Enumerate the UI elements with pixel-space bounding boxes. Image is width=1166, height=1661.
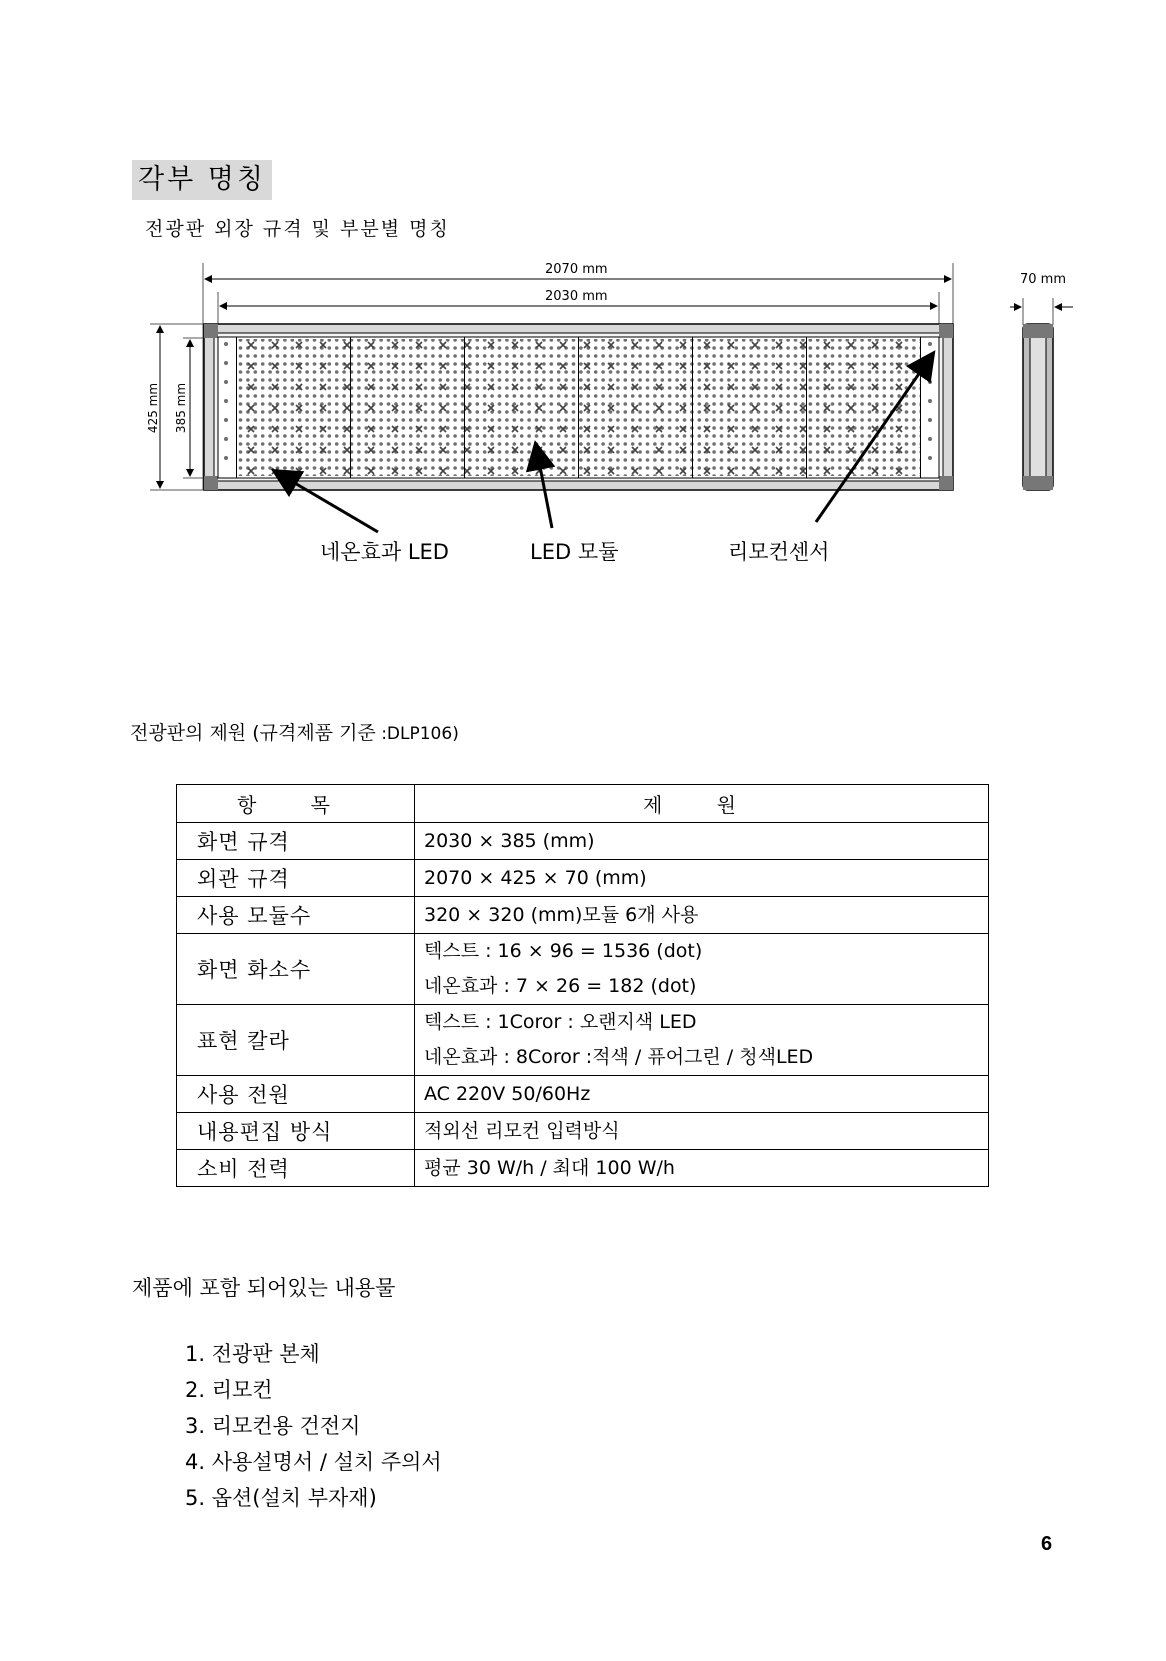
row-value (415, 934, 989, 1005)
table-row (177, 1150, 989, 1187)
row-item: 내용편집 방식 (177, 1113, 415, 1150)
table-row (177, 1076, 989, 1113)
callout-led-module: LED 모듈 (530, 540, 619, 564)
row-item: 사용 전원 (177, 1076, 415, 1113)
board-side-view (1023, 324, 1053, 490)
list-item: 5. 옵션(설치 부자재) (185, 1486, 377, 1510)
page-number: 6 (1041, 1533, 1053, 1555)
table-row (177, 1005, 989, 1076)
spec-table (176, 784, 989, 1187)
row-value (415, 860, 989, 897)
spec-heading-suffix: :DLP106) (375, 724, 459, 744)
row-item: 사용 모듈수 (177, 897, 415, 934)
list-item: 4. 사용설명서 / 설치 주의서 (185, 1450, 442, 1474)
col-spec-header: 제 원 (415, 785, 989, 823)
callout-remote-sensor: 리모컨센서 (728, 540, 830, 564)
callout-neon-led: 네온효과 LED (320, 540, 449, 564)
included-list (185, 1336, 442, 1516)
led-modules (237, 337, 921, 478)
dim-depth: 70 mm (1020, 272, 1067, 287)
row-item: 표현 칼라 (177, 1005, 415, 1076)
list-item: 2. 리모컨 (185, 1378, 273, 1402)
row-item: 화면 화소수 (177, 934, 415, 1005)
col-item-header: 항 목 (177, 785, 415, 823)
table-row (177, 897, 989, 934)
value-line: 2070 × 425 × 70 (mm) (424, 866, 647, 889)
value-line: 텍스트 : 1Coror : 오랜지색 LED (424, 1011, 697, 1033)
section-title: 각부 명칭 (132, 160, 272, 200)
value-line: 텍스트 : 16 × 96 = 1536 (dot) (424, 940, 703, 962)
table-header-row (177, 785, 989, 823)
row-item: 외관 규격 (177, 860, 415, 897)
dim-outer-width: 2070 mm (545, 262, 608, 277)
row-value (415, 1076, 989, 1113)
table-row (177, 934, 989, 1005)
value-line: 320 × 320 (mm)모듈 6개 사용 (424, 903, 699, 926)
table-row (177, 823, 989, 860)
included-heading: 제품에 포함 되어있는 내용물 (132, 1276, 396, 1300)
table-row (177, 1113, 989, 1150)
value-line: AC 220V 50/60Hz (424, 1082, 591, 1105)
list-item: 3. 리모컨용 건전지 (185, 1414, 361, 1438)
table-row (177, 860, 989, 897)
row-item: 화면 규격 (177, 823, 415, 860)
value-line: 2030 × 385 (mm) (424, 829, 595, 852)
dim-inner-height: 385 mm (174, 382, 188, 434)
dim-outer-height: 425 mm (146, 382, 160, 434)
row-value (415, 897, 989, 934)
board-front-view (204, 324, 953, 490)
dim-inner-width: 2030 mm (545, 289, 608, 304)
row-value (415, 1005, 989, 1076)
row-value (415, 1150, 989, 1187)
value-line: 평균 30 W/h / 최대 100 W/h (424, 1156, 675, 1179)
value-line: 네온효과 : 8Coror :적색 / 퓨어그린 / 청색LED (424, 1046, 814, 1068)
row-value (415, 1113, 989, 1150)
value-line: 적외선 리모컨 입력방식 (424, 1119, 620, 1142)
subtitle: 전광판 외장 규격 및 부분별 명칭 (145, 218, 450, 240)
spec-heading (130, 718, 459, 745)
spec-heading-bold: 규격제품 기준 (259, 722, 376, 744)
list-item: 1. 전광판 본체 (185, 1342, 320, 1366)
row-value (415, 823, 989, 860)
spec-heading-prefix: 전광판의 제원 ( (130, 722, 260, 744)
value-line: 네온효과 : 7 × 26 = 182 (dot) (424, 975, 697, 997)
row-item: 소비 전력 (177, 1150, 415, 1187)
